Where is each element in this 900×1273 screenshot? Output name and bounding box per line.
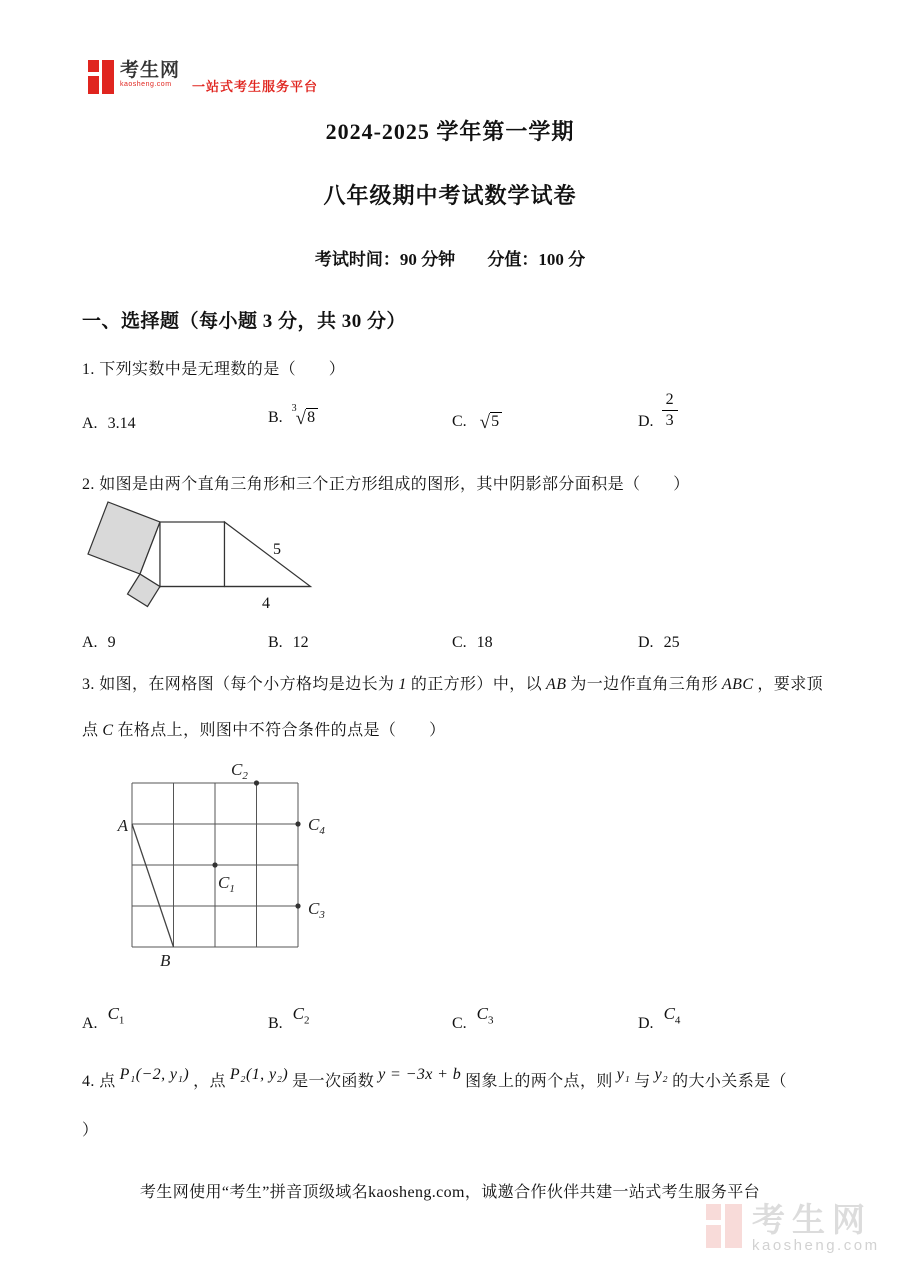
question-4-text-line2: ） [82, 1122, 99, 1139]
q2-option-b: B. 12 [268, 634, 309, 651]
cube-root-expression: 3 √8 [293, 408, 318, 430]
watermark-site-name: 考生网 [752, 1201, 872, 1238]
site-logo [88, 60, 318, 95]
watermark-text [752, 1201, 880, 1254]
exam-score: 分值：100 分 [487, 250, 586, 269]
footer-note: 考生网使用“考生”拼音顶级域名kaosheng.com，诚邀合作伙伴共建一站式考生服务平台 [139, 1184, 761, 1201]
exam-time: 考试时间：90 分钟 [314, 250, 456, 269]
radical-sign: √ [295, 408, 307, 429]
section-1-heading: 一、选择题（每小题 3 分，共 30 分） [82, 311, 407, 332]
grid-point-c3 [295, 903, 300, 908]
question-1-text: 1. 下列实数中是无理数的是（ ） [82, 361, 346, 378]
label-b: B [160, 951, 171, 970]
question-3-text-line1: 3. 如图，在网格图（每个小方格均是边长为 1 的正方形）中，以 AB 为一边作直角三角形 ABC ，要求顶 [82, 676, 824, 693]
question-3-text-line2: 点 C 在格点上，则图中不符合条件的点是（ ） [82, 722, 446, 739]
q3-option-d: $D.C_4$ [638, 1004, 681, 1032]
grid-point-c4 [295, 821, 300, 826]
logo-text [120, 60, 180, 88]
q1-option-a: A. 3.14 [82, 415, 136, 432]
q2-figure-squares-and-triangles [70, 488, 330, 623]
q3-option-a: $A.C_1$ [82, 1004, 125, 1032]
q2-option-a: A. 9 [82, 634, 116, 651]
q3-figure-grid [90, 748, 350, 983]
question-4-text-line1: 4. 点 P₁(−2, y₁) ，点 P₂(1, y₂) 是一次函数 y = −3x + b 图象上的两个点，则 y₁ 与 y₂ 的大小关系是（ [82, 1066, 787, 1090]
question-2-options [0, 634, 900, 658]
label-c4: $C_4$ [308, 815, 325, 837]
watermark-logo-icon [706, 1204, 742, 1248]
question-1-options [0, 389, 900, 439]
label-c3: $C_3$ [308, 899, 325, 921]
q1-option-c: C. √5 [452, 412, 502, 434]
title-line-2: 八年级期中考试数学试卷 [323, 183, 577, 208]
grid-point-c1 [212, 862, 217, 867]
grid-point-c2 [254, 780, 259, 785]
q1-option-b: B. 3 √8 [268, 408, 318, 430]
kaosheng-logo-icon [88, 60, 115, 94]
radical-sign: √ [479, 412, 491, 433]
label-c2: $C_2$ [231, 760, 248, 782]
exam-info-line [0, 245, 900, 270]
logo-site-name: 考生网 [120, 60, 181, 81]
question-2-text: 2. 如图是由两个直角三角形和三个正方形组成的图形，其中阴影部分面积是（ ） [82, 476, 690, 493]
q3-option-c: $C.C_3$ [452, 1004, 494, 1032]
q2-option-d: D. 25 [638, 634, 680, 651]
hypotenuse-length-label: 5 [273, 541, 281, 558]
watermark [706, 1201, 880, 1254]
label-c1: $C_1$ [218, 873, 235, 895]
logo-site-domain: kaosheng.com [120, 81, 172, 88]
label-a: A [117, 816, 128, 835]
base-length-label: 4 [262, 595, 270, 612]
logo-slogan: 一站式考生服务平台 [192, 79, 319, 94]
q2-option-c: C. 18 [452, 634, 493, 651]
title-line-1: 2024-2025 学年第一学期 [325, 119, 575, 144]
q1-option-d: D. $\frac{2}{3}$ [638, 389, 678, 431]
square-root-expression: √5 [477, 412, 502, 434]
question-3-options [0, 1004, 900, 1043]
right-right-triangle [225, 522, 311, 587]
fraction-expression: $\frac{2}{3}$ [662, 390, 678, 431]
segment-ab [132, 824, 174, 947]
q3-option-b: $B.C_2$ [268, 1004, 310, 1032]
white-square [160, 522, 225, 587]
watermark-site-domain: kaosheng.com [752, 1237, 880, 1254]
